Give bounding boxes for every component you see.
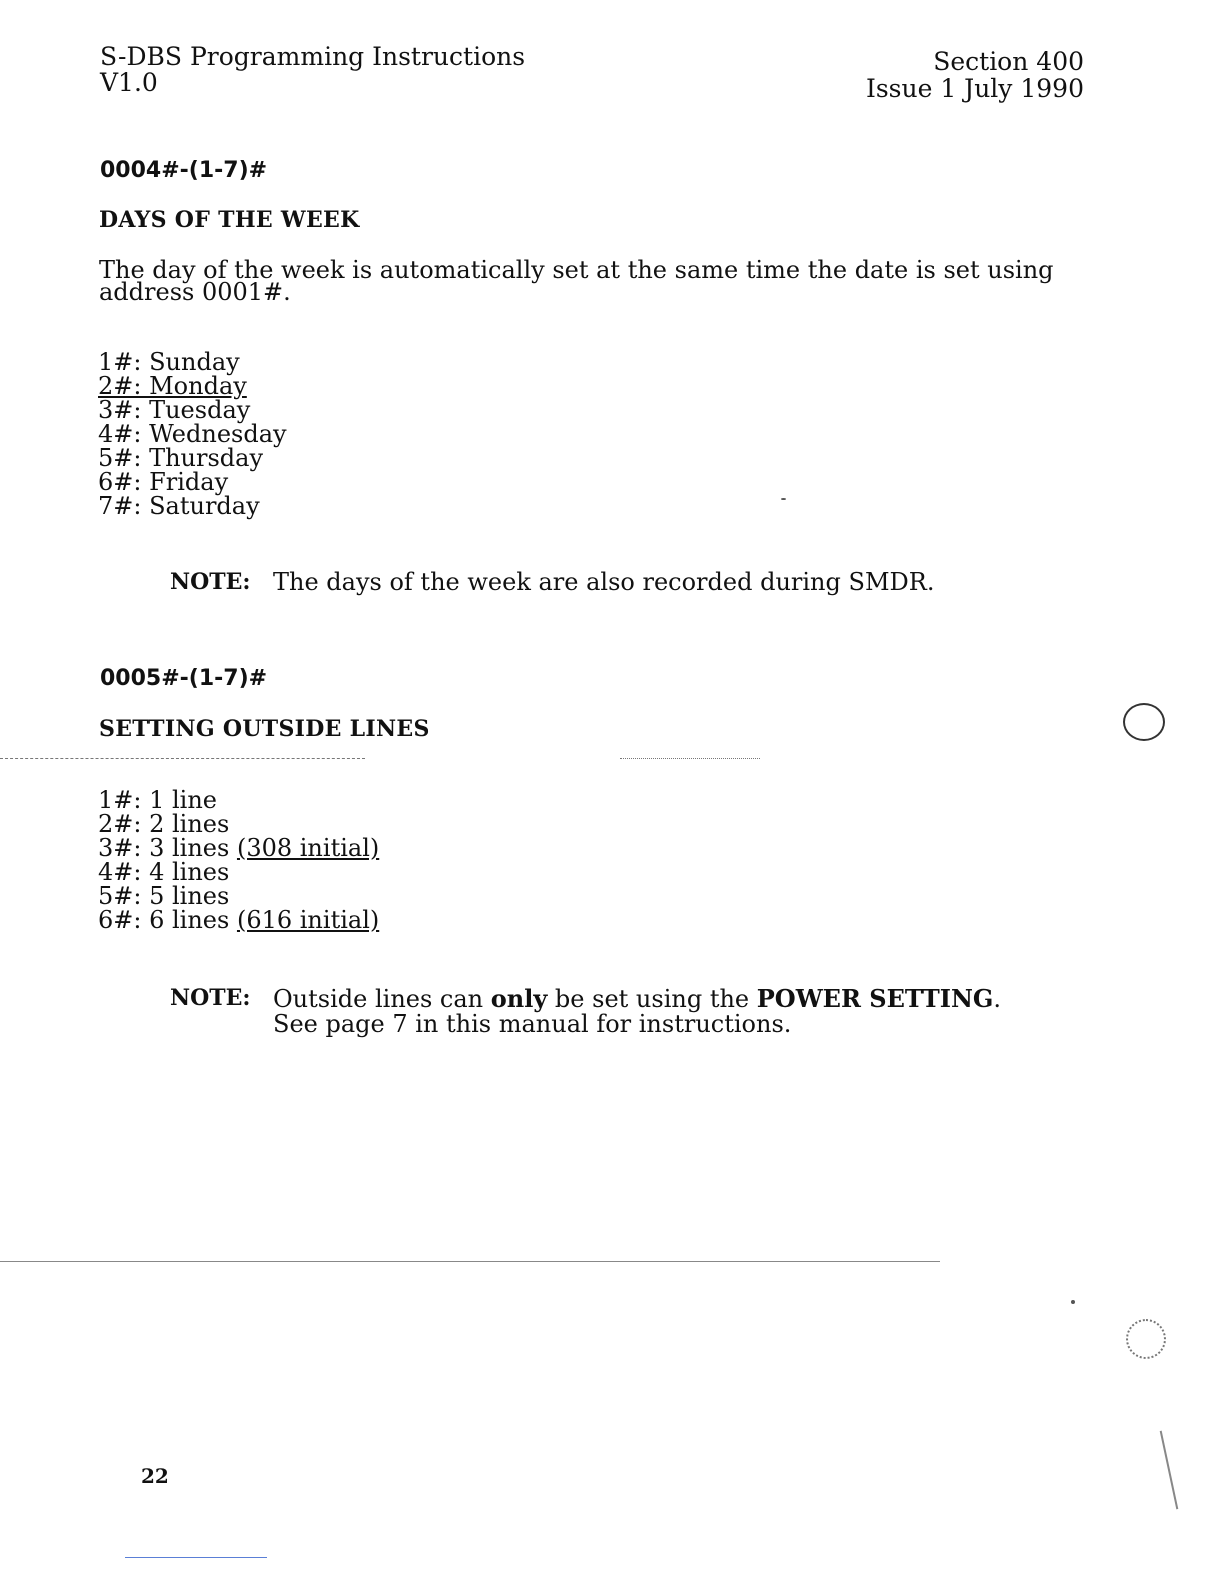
list-item: 4#: 4 lines bbox=[98, 858, 230, 886]
initial-setting: (616 initial) bbox=[236, 906, 380, 934]
days-intro-line-2: address 0001#. bbox=[99, 278, 291, 306]
list-item: 1#: 1 line bbox=[98, 786, 218, 814]
days-address-code: 0004#-(1-7)# bbox=[100, 158, 268, 183]
punch-hole bbox=[1123, 703, 1165, 741]
issue-date: Issue 1 July 1990 bbox=[865, 74, 1084, 103]
scan-rule bbox=[620, 758, 760, 759]
scan-edge-line bbox=[125, 1557, 267, 1558]
list-item: 2#: 2 lines bbox=[98, 810, 230, 838]
lines-address-code: 0005#-(1-7)# bbox=[100, 666, 268, 691]
scan-rule bbox=[0, 1261, 940, 1262]
note-text: The days of the week are also recorded during SMDR. bbox=[273, 568, 935, 596]
note-label: NOTE: bbox=[170, 985, 251, 1011]
lines-note bbox=[170, 986, 1001, 1037]
document-title: S-DBS Programming Instructions bbox=[100, 42, 526, 71]
list-item: 2#: Monday bbox=[98, 372, 247, 400]
document-version: V1.0 bbox=[100, 68, 158, 97]
list-item: 7#: Saturday bbox=[98, 492, 260, 520]
scan-speck bbox=[1071, 1300, 1075, 1304]
lines-list bbox=[98, 788, 379, 932]
list-item: 5#: 5 lines bbox=[98, 882, 230, 910]
initial-setting: (308 initial) bbox=[236, 834, 380, 862]
header-right bbox=[866, 48, 1084, 102]
note-text: Outside lines can only be set using the POWER SETTING. See page 7 in this manual for instructions. bbox=[273, 984, 1002, 1038]
scan-rule bbox=[0, 758, 365, 759]
note-label: NOTE: bbox=[170, 569, 251, 595]
list-item: 6#: 6 lines (616 initial) bbox=[98, 906, 380, 934]
list-item: 3#: 3 lines (308 initial) bbox=[98, 834, 380, 862]
days-intro bbox=[99, 256, 1059, 306]
days-intro-line-1: The day of the week is automatically set at the same time the date is set using bbox=[99, 256, 1054, 284]
scan-speck bbox=[781, 498, 786, 500]
punch-hole bbox=[1126, 1319, 1166, 1359]
list-item: 3#: Tuesday bbox=[98, 396, 251, 424]
list-item: 1#: Sunday bbox=[98, 348, 240, 376]
list-item: 6#: Friday bbox=[98, 468, 229, 496]
header-left bbox=[100, 44, 525, 96]
days-note bbox=[170, 570, 934, 595]
days-heading: DAYS OF THE WEEK bbox=[99, 207, 360, 233]
page-number: 22 bbox=[141, 1464, 169, 1488]
days-list bbox=[98, 350, 287, 518]
scan-mark bbox=[1160, 1431, 1179, 1510]
section-number: Section 400 bbox=[933, 47, 1084, 76]
lines-heading: SETTING OUTSIDE LINES bbox=[99, 716, 430, 742]
list-item: 4#: Wednesday bbox=[98, 420, 287, 448]
list-item: 5#: Thursday bbox=[98, 444, 264, 472]
